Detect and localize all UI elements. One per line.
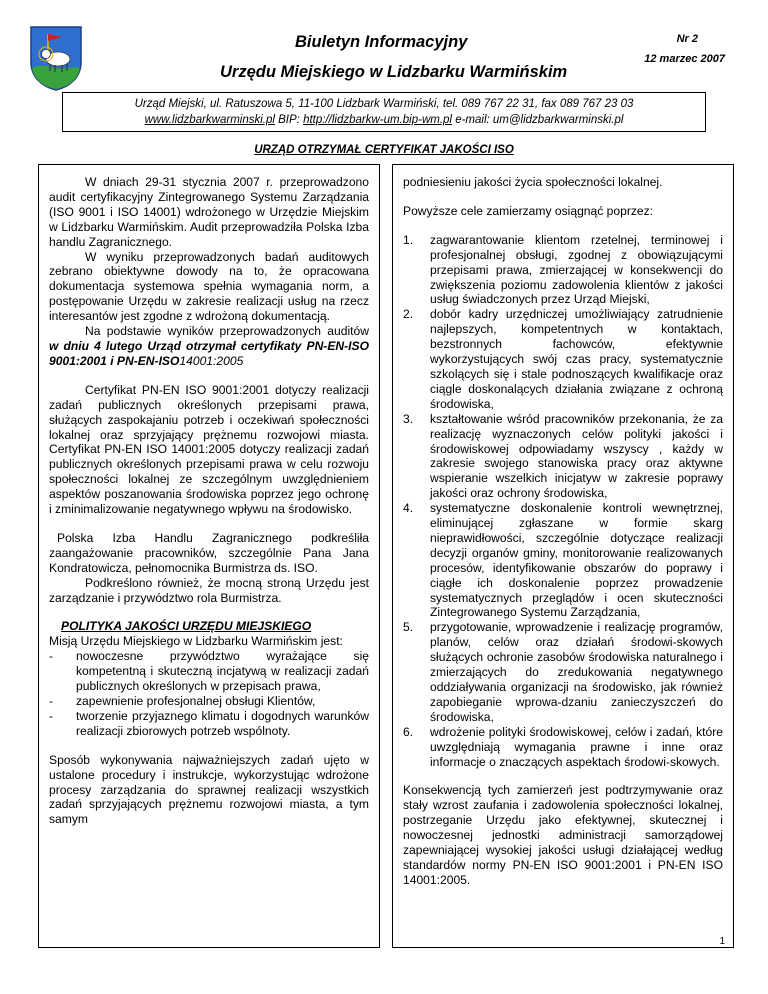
bip-link[interactable]: http://lidzbarkw-um.bip-wm.pl	[303, 114, 452, 126]
paragraph-audit: W dniach 29-31 stycznia 2007 r. przeprowadzono audit certyfikacyjny Zintegrowanego Systemu Zarządzania (ISO 9001 i ISO 14001) wdrożonego w Urzędzie Miejskim w Lidzbarku Warmińskim. Audit przeprowadziła Polska Izba handlu Zagranicznego.	[49, 175, 369, 249]
bip-label: BIP:	[278, 114, 300, 126]
mission-intro: Misją Urzędu Miejskiego w Lidzbarku Warmińskim jest:	[49, 634, 343, 649]
bulletin-title: Biuletyn Informacyjny	[295, 33, 468, 51]
paragraph-conclusion: Konsekwencją tych zamierzeń jest podtrzymywanie oraz stały wzrost zaufania i zadowolenia społeczności lokalnej, postrzeganie Urzędu jako efektywnej, skutecznej i nowoczesnej jednostki administracji samorządowej zapewniającej wysokiej jakości usługi działającej według standardów normy PN-EN ISO 9001:2001 i PN-EN ISO 14001:2005.	[403, 783, 723, 887]
paragraph-certificate-scope: Certyfikat PN-EN ISO 9001:2001 dotyczy realizacji zadań publicznych określonych przepisami prawa, służących zaspokajaniu potrzeb i oczekiwań społeczności lokalnej oraz sprzyjający prężnemu rozwojowi miasta. Certyfikat PN-EN ISO 14001:2005 dotyczy realizacji zadań publicznych określonych przepisami prawa w celu rozwoju społeczności lokalnej ze szczególnym uwzględnieniem aspektów poszanowania środowiska poprzez jego ochronę i zminimalizowanie negatywnego wpływu na środowisko.	[49, 382, 369, 517]
mission-list	[49, 649, 369, 738]
contact-box	[62, 92, 706, 132]
office-title: Urzędu Miejskiego w Lidzbarku Warmińskim	[220, 63, 568, 81]
list-item: - zapewnienie profesjonalnej obsługi Klientów,	[49, 694, 316, 708]
issue-number: Nr 2	[676, 33, 698, 45]
address-line: Urząd Miejski, ul. Ratuszowa 5, 11-100 Lidzbark Warmiński, tel. 089 767 22 31, fax 089 767 23 03	[134, 98, 634, 110]
paragraph-method: Sposób wykonywania najważniejszych zadań ujęto w ustalone procedury i instrukcje, wykorzystując wdrożone procesy zarządzania do sprawnej realizacji wszystkich zadań sprzyjających prężnemu rozwojowi miasta, a tym samym	[49, 752, 369, 827]
left-column	[38, 164, 380, 948]
paragraph-praise: Polska Izba Handlu Zagranicznego podkreśliła zaangażowanie pracowników, szczególnie Pana Jana Kondratowicza, pełnomocnika Burmistrza ds. ISO.	[49, 530, 369, 575]
list-item: 1. zagwarantowanie klientom rzetelnej, terminowej i profesjonalnej obsługi, zgodnej z obowiązującymi przepisami prawa, zmierzającej w konsekwencji do zwiększenia poziomu zadowolenia klientów z jakości usług świadczonych przez Urząd Miejski,	[403, 232, 723, 307]
paragraph-results: W wyniku przeprowadzonych badań auditowych zebrano obiektywne dowody na to, że opracowana dokumentacja systemowa spełnia wymagania norm, a postępowanie Urzędu w zakresie realizacji usług na rzecz interesantów jest zgodne z wdrożoną dokumentacją.	[49, 249, 369, 324]
certificates-tail: 14001:2005	[179, 353, 244, 368]
paragraph-continuation: podniesieniu jakości życia społeczności lokalnej.	[403, 175, 663, 189]
certificates-intro: Na podstawie wyników przeprowadzonych auditów	[85, 324, 369, 339]
email-text: e-mail: um@lidzbarkwarminski.pl	[455, 114, 624, 126]
list-item: - nowoczesne przywództwo wyrażające się kompetentną i skuteczną incjatywą w realizacji zadań publicznych określonych w przepisach prawa,	[49, 649, 369, 694]
certificates-bold: w dniu 4 lutego Urząd otrzymał certyfikaty PN-EN-ISO 9001:2001 i PN-EN-ISO	[49, 338, 369, 368]
list-item: 6. wdrożenie polityki środowiskowej, celów i zadań, które uwzględniają wymagania prawne i inne oraz informacje o znaczących aspektach środowi-skowych.	[403, 724, 723, 769]
goals-list	[403, 233, 723, 770]
list-item: 3. kształtowanie wśród pracowników przekonania, że za realizację wyznaczonych celów polityki jakości i środowiskowej odpowiadamy wszyscy , każdy w zakresie swojego stanowiska pracy oraz aktywne wspieranie wszelkich inicjatyw w zakresie poprawy jakości oraz ochrony środowiska,	[403, 411, 723, 501]
list-item: 2. dobór kadry urzędniczej umożliwiający zatrudnienie najlepszych, kompetentnych w kontaktach, bezstronnych fachowców, efektywnie wykorzystujących swój czas pracy, systematycznie szkolących się i stale podnoszących kwalifikacje oraz ciągle doskonalących działania związane z ochroną środowiska,	[403, 307, 723, 411]
right-column	[392, 164, 734, 948]
issue-date: 12 marzec 2007	[644, 53, 725, 65]
lamb-crest-icon	[28, 24, 84, 92]
list-item: 5. przygotowanie, wprowadzenie i realizację programów, planów, celów oraz działań środowi-skowych służących ochronie zasobów środowiska naturalnego i zmierzających do zredukowania negatywnego oddziaływania organizacji na środowisko, jak również zapobieganie wprowa-dzaniu zanieczyszczeń do środowiska,	[403, 620, 723, 724]
paragraph-certificates	[49, 324, 369, 369]
website-link[interactable]: www.lidzbarkwarminski.pl	[144, 114, 275, 126]
policy-heading: POLITYKA JAKOŚCI URZĘDU MIEJSKIEGO	[61, 619, 312, 634]
goals-intro: Powyższe cele zamierzamy osiągnąć poprzez:	[403, 203, 654, 218]
web-contact-line	[63, 114, 705, 126]
paragraph-leadership: Podkreślono również, że mocną stroną Urzędu jest zarządzanie i przywództwo rola Burmistrza.	[49, 575, 369, 605]
list-item: 4. systematyczne doskonalenie kontroli wewnętrznej, eliminującej zgłaszane w formie skarg nieprawidłowości, szczególnie dotyczące realizacji decyzji organów gminy, monitorowanie realizowanych procesów, identyfikowanie obszarów do poprawy i ciągłe ich doskonalenie poprzez prowadzenie systematycznych przeglądów i ocen skuteczności Zintegrowanego Systemu Zarządzania,	[403, 501, 723, 620]
page-number: 1	[719, 936, 725, 947]
list-item: - tworzenie przyjaznego klimatu i dogodnych warunków realizacji zbiorowych potrzeb wspólnoty.	[49, 708, 369, 738]
article-headline: URZĄD OTRZYMAŁ CERTYFIKAT JAKOŚCI ISO	[254, 144, 514, 156]
